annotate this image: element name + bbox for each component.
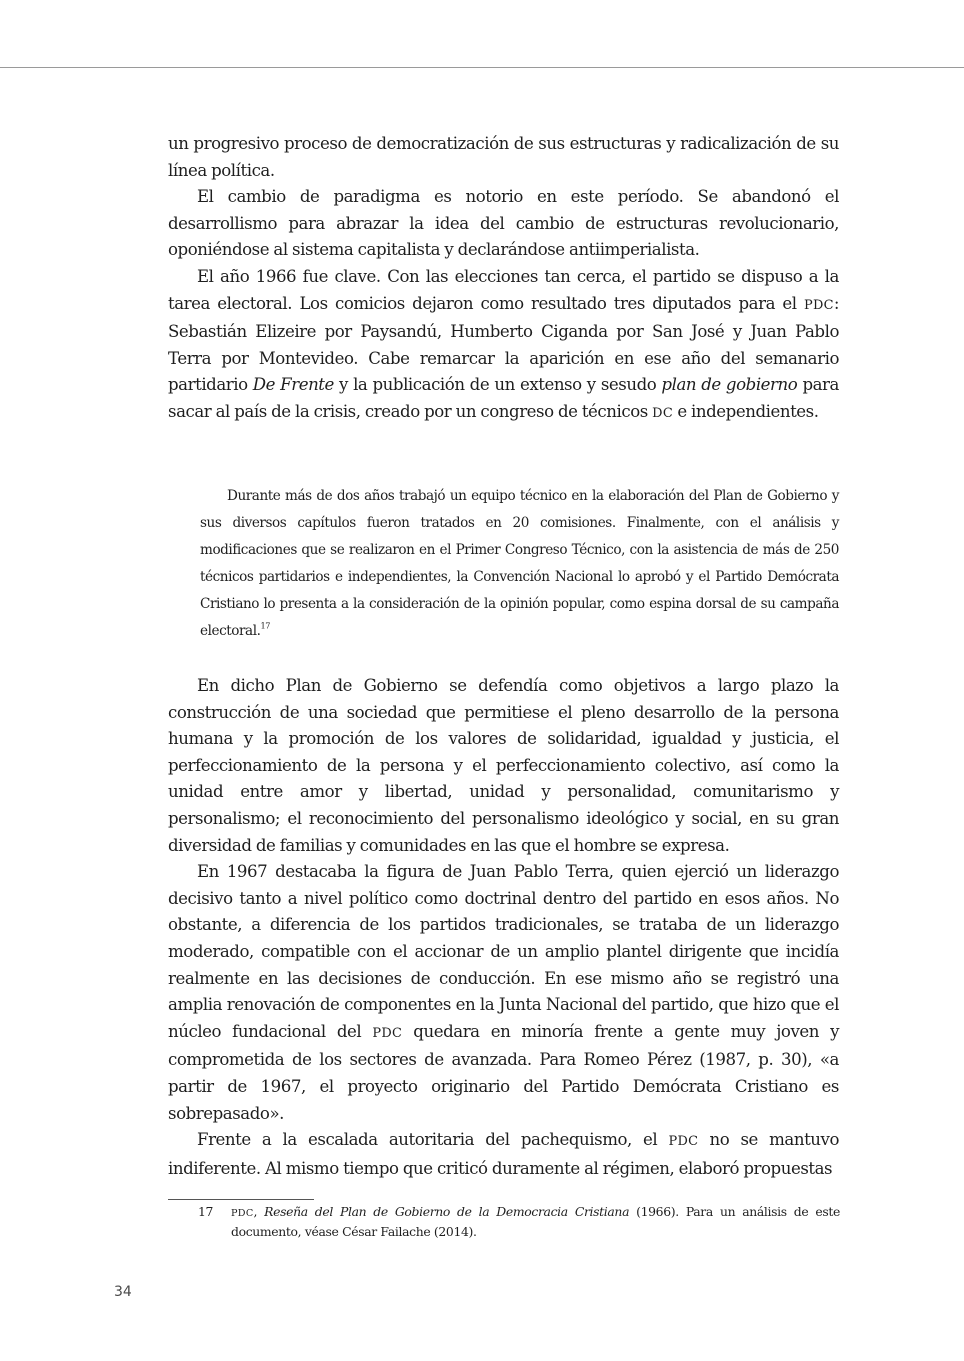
paragraph bbox=[168, 264, 839, 428]
paragraph bbox=[168, 1127, 839, 1182]
acronym: DC bbox=[652, 405, 674, 421]
emphasis: plan de gobierno bbox=[661, 375, 798, 395]
text-run: , bbox=[253, 1204, 265, 1219]
periodical-title: De Frente bbox=[252, 375, 334, 395]
paragraph bbox=[168, 859, 839, 1127]
acronym: PDC bbox=[803, 297, 834, 313]
footnote bbox=[200, 1203, 840, 1241]
text-run: En 1967 destacaba la figura de Juan Pablo Terra, quien ejerció un liderazgo decisivo tanto a nivel político como doctrinal dentro del partido en esos años. No obstante, a diferencia de los partidos tradicionales, se trataba de un liderazgo moderado, compatible con el accionar de un amplio plantel dirigente que incidía realmente en las decisiones de conducción. En ese mismo año se registró una amplia renovación de componentes en la Junta Nacional del partido, que hizo que el núcleo fundacional del bbox=[168, 862, 839, 1041]
footnote-ref[interactable]: 17 bbox=[260, 620, 270, 631]
text-run: e independientes. bbox=[673, 401, 819, 421]
text-run: (1966). Para un análisis de este documento, véase César Failache (2014). bbox=[231, 1204, 840, 1239]
acronym: PDC bbox=[668, 1134, 699, 1150]
body-text-top bbox=[168, 131, 839, 428]
text-run: : Sebastián Elizeire por Paysandú, Humberto Ciganda por San José y Juan Pablo Terra por Montevideo. Cabe remarcar la aparición en ese año del semanario partidario bbox=[168, 293, 839, 395]
paragraph: El cambio de paradigma es notorio en este período. Se abandonó el desarrollismo para abrazar la idea del cambio de estructuras revolucionario, oponiéndose al sistema capitalista y declarándose antiimperialista. bbox=[168, 187, 839, 260]
footnote-number: 17 bbox=[198, 1204, 214, 1219]
text-run: El año 1966 fue clave. Con las elecciones tan cerca, el partido se dispuso a la tarea electoral. Los comicios dejaron como resultado tres diputados para el bbox=[168, 266, 839, 313]
text-run: Frente a la escalada autoritaria del pachequismo, el bbox=[197, 1130, 669, 1150]
paragraph: En dicho Plan de Gobierno se defendía como objetivos a largo plazo la construcción de una sociedad que permitiese el pleno desarrollo de la persona humana y la promoción de los valores de solidaridad, igualdad y justicia, el perfeccionamiento de la persona y el perfeccionamiento colectivo, así como la unidad entre amor y libertad, unidad y personalidad, comunitarismo y personalismo; el reconocimiento del personalismo ideológico y social, en su gran diversidad de familias y comunidades en las que el hombre se expresa. bbox=[168, 676, 839, 855]
quote-text: Durante más de dos años trabajó un equipo técnico en la elaboración del Plan de Gobierno y sus diversos capítulos fueron tratados en 20 comisiones. Finalmente, con el análisis y modificaciones que se realizaron en el Primer Congreso Técnico, con la asistencia de más de 250 técnicos partidarios e independientes, la Convención Nacional lo aprobó y el Partido Demócrata Cristiano lo presenta a la consideración de la opinión popular, como espina dorsal de su campaña electoral. bbox=[200, 488, 839, 640]
cited-title: Reseña del Plan de Gobierno de la Democracia Cristiana bbox=[264, 1204, 630, 1219]
footnote-rule bbox=[168, 1199, 314, 1200]
text-run: quedara en minoría frente a gente muy joven y comprometida de los sectores de avanzada. Para Romeo Pérez (1987, p. 30), «a partir de 1967, el proyecto originario del Partido Demócrata Cristiano es sobrepasado». bbox=[168, 1021, 839, 1123]
body-text-bottom bbox=[168, 673, 839, 1182]
quote-paragraph bbox=[200, 483, 839, 646]
text-run: para sacar al país de la crisis, creado por un congreso de técnicos bbox=[168, 375, 839, 421]
footnote-text bbox=[231, 1203, 840, 1241]
acronym: PDC bbox=[372, 1025, 403, 1041]
paragraph: un progresivo proceso de democratización de sus estructuras y radicalización de su línea política. bbox=[168, 134, 839, 180]
page-number: 34 bbox=[114, 1284, 132, 1300]
header-rule bbox=[0, 67, 964, 68]
text-run: y la publicación de un extenso y sesudo bbox=[333, 375, 662, 395]
block-quote bbox=[200, 483, 839, 646]
text-run: no se mantuvo indiferente. Al mismo tiempo que criticó duramente al régimen, elaboró propuestas bbox=[168, 1130, 839, 1178]
acronym: PDC bbox=[231, 1208, 254, 1219]
